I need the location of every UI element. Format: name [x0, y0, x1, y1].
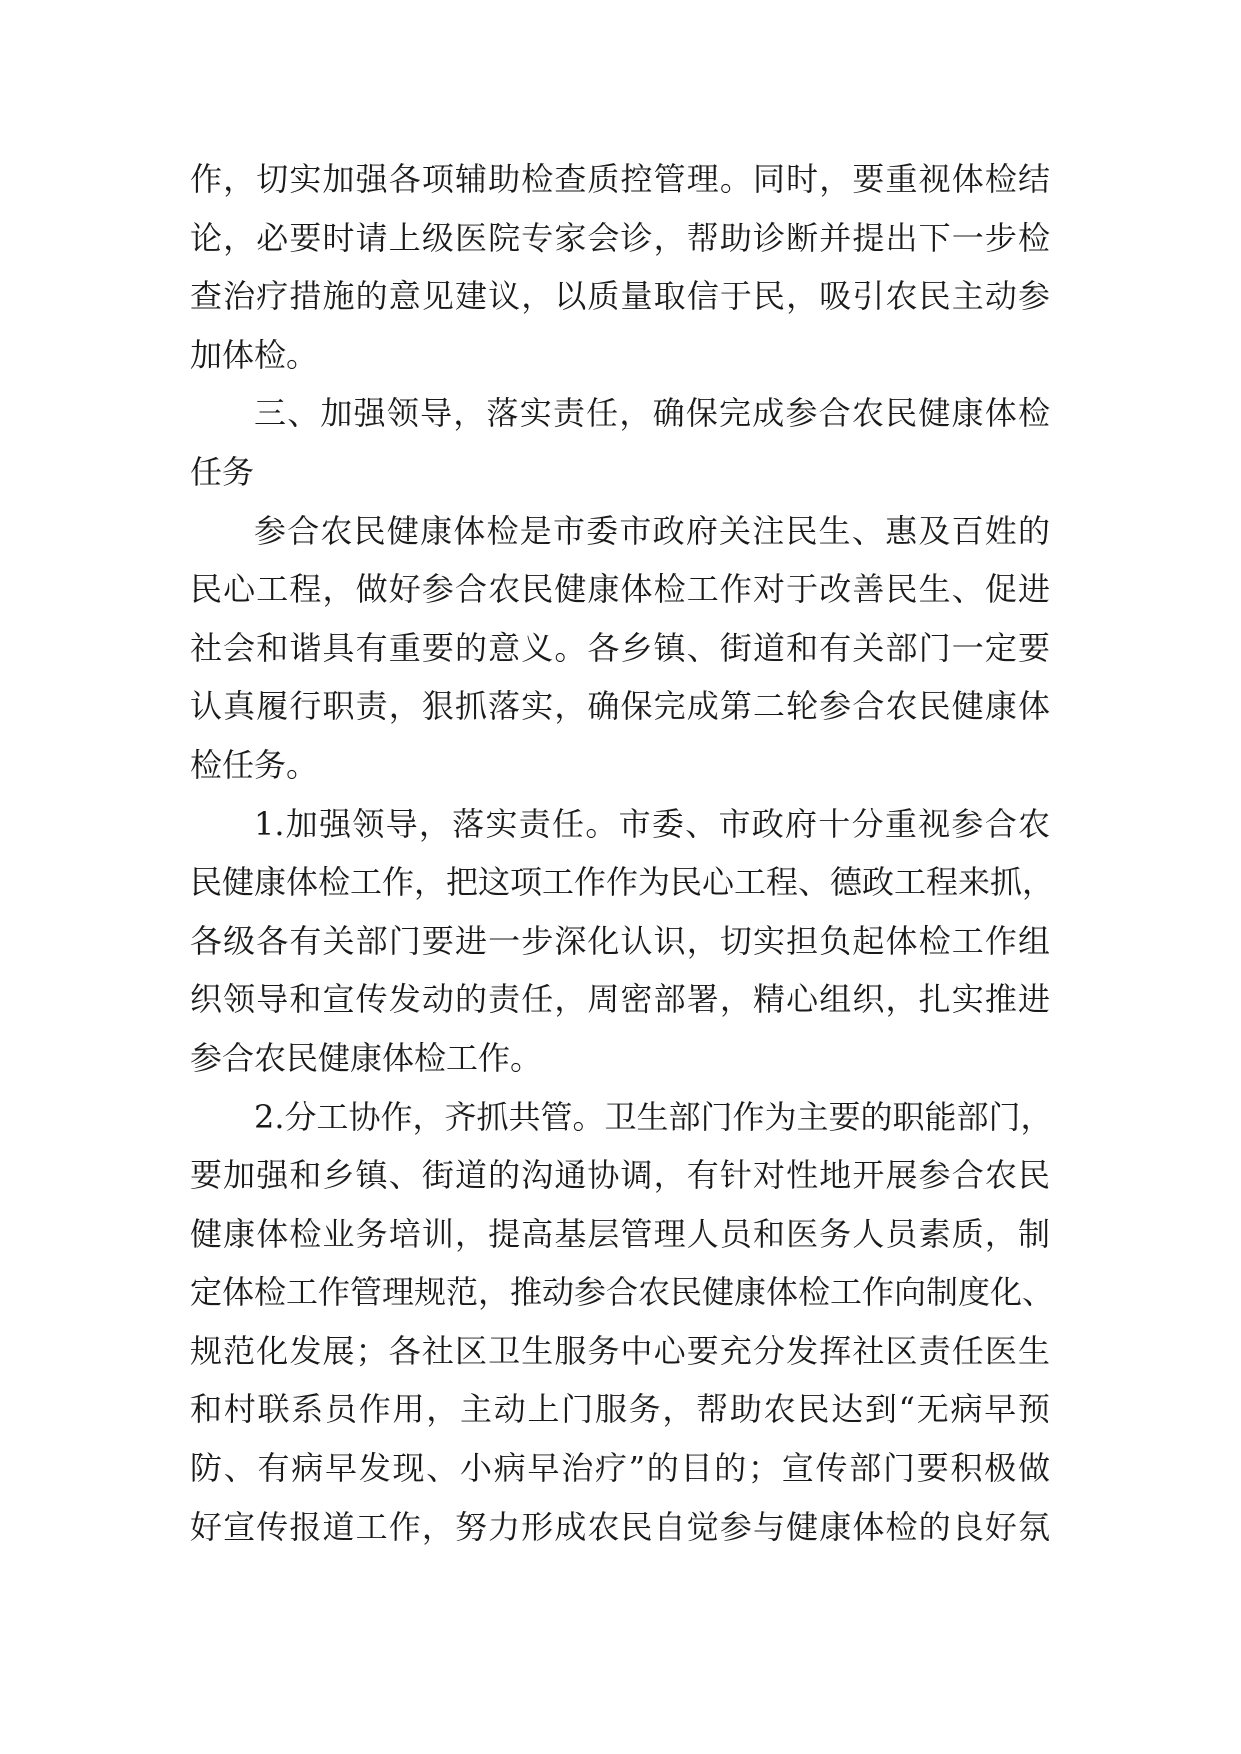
text-line: 各级各有关部门要进一步深化认识，切实担负起体检工作组	[190, 921, 1050, 960]
text-line: 作，切实加强各项辅助检查质控管理。同时，要重视体检结	[190, 160, 1050, 198]
text-line: 加体检。	[190, 335, 319, 374]
text-line: 社会和谐具有重要的意义。各乡镇、街道和有关部门一定要	[190, 628, 1050, 667]
section-heading-line: 三、加强领导，落实责任，确保完成参合农民健康体检	[254, 394, 1050, 433]
text-line: 健康体检业务培训，提高基层管理人员和医务人员素质，制	[190, 1214, 1050, 1253]
text-line: 防、有病早发现、小病早治疗”的目的；宣传部门要积极做	[190, 1449, 1050, 1488]
text-line: 民心工程，做好参合农民健康体检工作对于改善民生、促进	[190, 570, 1050, 609]
text-line: 查治疗措施的意见建议，以质量取信于民，吸引农民主动参	[190, 277, 1050, 316]
text-line: 定体检工作管理规范，推动参合农民健康体检工作向制度化、	[190, 1273, 1055, 1312]
text-line: 参合农民健康体检是市委市政府关注民生、惠及百姓的	[254, 511, 1050, 550]
text-line: 织领导和宣传发动的责任，周密部署，精心组织，扎实推进	[190, 980, 1050, 1019]
text-line: 检任务。	[190, 745, 319, 784]
text-line: 好宣传报道工作，努力形成农民自觉参与健康体检的良好氛	[190, 1507, 1050, 1546]
text-line: 规范化发展；各社区卫生服务中心要充分发挥社区责任医生	[190, 1331, 1050, 1370]
text-line: 参合农民健康体检工作。	[190, 1038, 543, 1077]
text-line: 认真履行职责，狠抓落实，确保完成第二轮参合农民健康体	[190, 687, 1050, 726]
text-line: 2.分工协作，齐抓共管。卫生部门作为主要的职能部门，	[254, 1097, 1053, 1136]
section-heading-line: 任务	[190, 452, 255, 491]
text-line: 和村联系员作用，主动上门服务，帮助农民达到“无病早预	[190, 1390, 1050, 1429]
text-line: 民健康体检工作，把这项工作作为民心工程、德政工程来抓，	[190, 863, 1055, 902]
body-text	[190, 150, 1055, 1556]
text-line: 要加强和乡镇、街道的沟通协调，有针对性地开展参合农民	[190, 1156, 1050, 1195]
text-line: 1.加强领导，落实责任。市委、市政府十分重视参合农	[254, 804, 1050, 843]
text-line: 论，必要时请上级医院专家会诊，帮助诊断并提出下一步检	[190, 218, 1050, 257]
